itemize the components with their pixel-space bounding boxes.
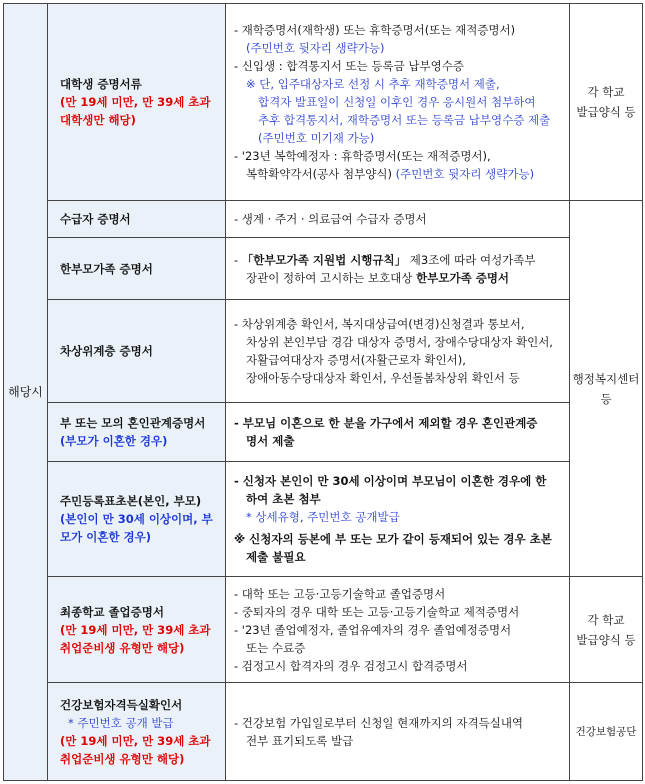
doc-name-cell — [48, 201, 226, 238]
doc-condition: (만 19세 미만, 만 39세 초과 취업준비생 유형만 해당) — [60, 733, 211, 766]
issuer-cell — [570, 683, 643, 781]
issuer-label: 등 — [600, 391, 612, 406]
law-title: 「한부모가족 지원법 시행규칙」 — [241, 252, 407, 267]
desc-note: * 상세유형, 주민번호 공개발급 — [246, 510, 400, 524]
table-row — [4, 4, 643, 201]
issuer-cell — [570, 577, 643, 683]
issuer-cell — [570, 4, 643, 201]
doc-condition: (본인이 만 30세 이상이며, 부모가 이혼한 경우) — [60, 512, 213, 544]
desc-line: 제출 불필요 — [246, 550, 306, 564]
desc-note: ※ 단, 입주대상자로 선정 시 추후 재학증명서 제출, — [246, 77, 500, 91]
desc-text: 장관이 정하여 고시하는 보호대상 — [246, 270, 417, 285]
desc-note: 추후 합격통지서, 재학증명서 또는 등록금 납부영수증 제출 — [258, 113, 551, 127]
doc-name: 한부모가족 증명서 — [60, 261, 153, 276]
desc-line: - 부모님 이혼으로 한 분을 가구에서 제외할 경우 혼인관계증 — [234, 416, 538, 430]
desc-text: 복학확약각서(공사 첨부양식) — [246, 167, 396, 181]
doc-name: 대학생 증명서류 — [60, 77, 142, 91]
desc-line: - 재학증명서(재학생) 또는 휴학증명서(또는 재적증명서) — [234, 23, 516, 37]
desc-line: - 건강보험 가입일로부터 신청일 현재까지의 자격득실내역 — [234, 715, 524, 730]
desc-line: - 차상위계층 확인서, 복지대상급여(변경)신청결과 통보서, — [234, 317, 525, 331]
doc-name: 부 또는 모의 혼인관계증명서 — [60, 416, 206, 430]
table-row — [4, 403, 643, 462]
desc-line: - 생계 · 주거 · 의료급여 수급자 증명서 — [234, 212, 427, 226]
table-row — [4, 683, 643, 781]
doc-name: 수급자 증명서 — [60, 212, 131, 226]
doc-note: * 주민번호 공개 발급 — [68, 715, 174, 730]
desc-line: - 신청자 본인이 만 30세 이상이며 부모님이 이혼한 경우에 한 — [234, 474, 547, 488]
doc-name: 건강보험자격득실확인서 — [60, 697, 183, 712]
doc-name: 차상위계층 증명서 — [60, 344, 153, 358]
desc-line: 또는 수료증 — [246, 640, 306, 655]
table-row — [4, 300, 643, 403]
desc-line: 차상위 본인부담 경감 대상자 증명서, 장애수당대상자 확인서, — [246, 335, 553, 349]
doc-description — [226, 577, 570, 683]
desc-line: 명서 제출 — [246, 434, 295, 448]
desc-note: 합격자 발표일이 신청일 이후인 경우 응시원서 첨부하여 — [258, 95, 536, 109]
desc-line: ※ 신청자의 등본에 부 또는 모가 같이 등재되어 있는 경우 초본 — [234, 532, 552, 546]
document-requirements-table — [3, 3, 643, 781]
doc-name-cell — [48, 462, 226, 577]
doc-condition: (부모가 이혼한 경우) — [60, 434, 168, 448]
desc-note: (주민번호 뒷자리 생략가능) — [246, 41, 385, 55]
desc-line: - 신입생 : 합격통지서 또는 등록금 납부영수증 — [234, 59, 464, 73]
desc-text: - — [234, 252, 242, 267]
desc-line: - 대학 또는 고등·고등기술학교 졸업증명서 — [234, 586, 446, 601]
desc-line: 하여 초본 첨부 — [246, 492, 321, 506]
doc-description — [226, 4, 570, 201]
doc-description — [226, 683, 570, 781]
issuer-label: 건강보험공단 — [575, 725, 637, 738]
doc-name-cell — [48, 403, 226, 462]
table-row — [4, 201, 643, 238]
desc-line: - '23년 복학예정자 : 휴학증명서(또는 재적증명서), — [234, 149, 491, 163]
desc-note: (주민번호 뒷자리 생략가능) — [395, 167, 535, 181]
doc-name-cell — [48, 683, 226, 781]
table-row — [4, 238, 643, 300]
doc-description — [226, 462, 570, 577]
table-row — [4, 577, 643, 683]
doc-condition: (만 19세 미만, 만 39세 초과 대학생만 해당) — [60, 95, 211, 127]
issuer-cell — [570, 201, 643, 577]
desc-line — [234, 251, 563, 269]
category-label: 해당시 — [8, 385, 43, 399]
desc-line — [234, 165, 563, 183]
issuer-label: 발급양식 등 — [576, 105, 636, 119]
desc-line — [234, 269, 563, 287]
desc-note: (주민번호 미기재 가능) — [258, 131, 375, 145]
doc-description — [226, 300, 570, 403]
doc-description — [226, 403, 570, 462]
desc-text: 제3조에 따라 여성가족부 — [406, 252, 536, 267]
issuer-label: 발급양식 등 — [576, 632, 636, 647]
doc-description — [226, 238, 570, 300]
doc-name-cell — [48, 4, 226, 201]
doc-name: 최종학교 졸업증명서 — [60, 604, 164, 619]
issuer-label: 각 학교 — [587, 85, 625, 99]
issuer-label: 각 학교 — [587, 612, 625, 627]
desc-line: 전부 표기되도록 발급 — [246, 733, 354, 748]
category-cell — [4, 4, 48, 781]
doc-condition: (만 19세 미만, 만 39세 초과 취업준비생 유형만 해당) — [60, 622, 211, 655]
desc-line: - 검정고시 합격자의 경우 검정고시 합격증명서 — [234, 658, 468, 673]
issuer-label: 행정복지센터 — [572, 371, 640, 386]
doc-name-cell — [48, 577, 226, 683]
desc-line: - '23년 졸업예정자, 졸업유예자의 경우 졸업예정증명서 — [234, 622, 512, 637]
desc-line: 장애아동수당대상자 확인서, 우선돌봄차상위 확인서 등 — [246, 371, 520, 385]
desc-emphasis: 한부모가족 증명서 — [416, 270, 510, 285]
desc-line: 자활급여대상자 증명서(자활근로자 확인서), — [246, 353, 466, 367]
doc-name-cell — [48, 238, 226, 300]
desc-line: - 중퇴자의 경우 대학 또는 고등·고등기술학교 제적증명서 — [234, 604, 520, 619]
doc-name-cell — [48, 300, 226, 403]
doc-name: 주민등록표초본(본인, 부모) — [60, 494, 202, 508]
table-row — [4, 462, 643, 577]
doc-description — [226, 201, 570, 238]
